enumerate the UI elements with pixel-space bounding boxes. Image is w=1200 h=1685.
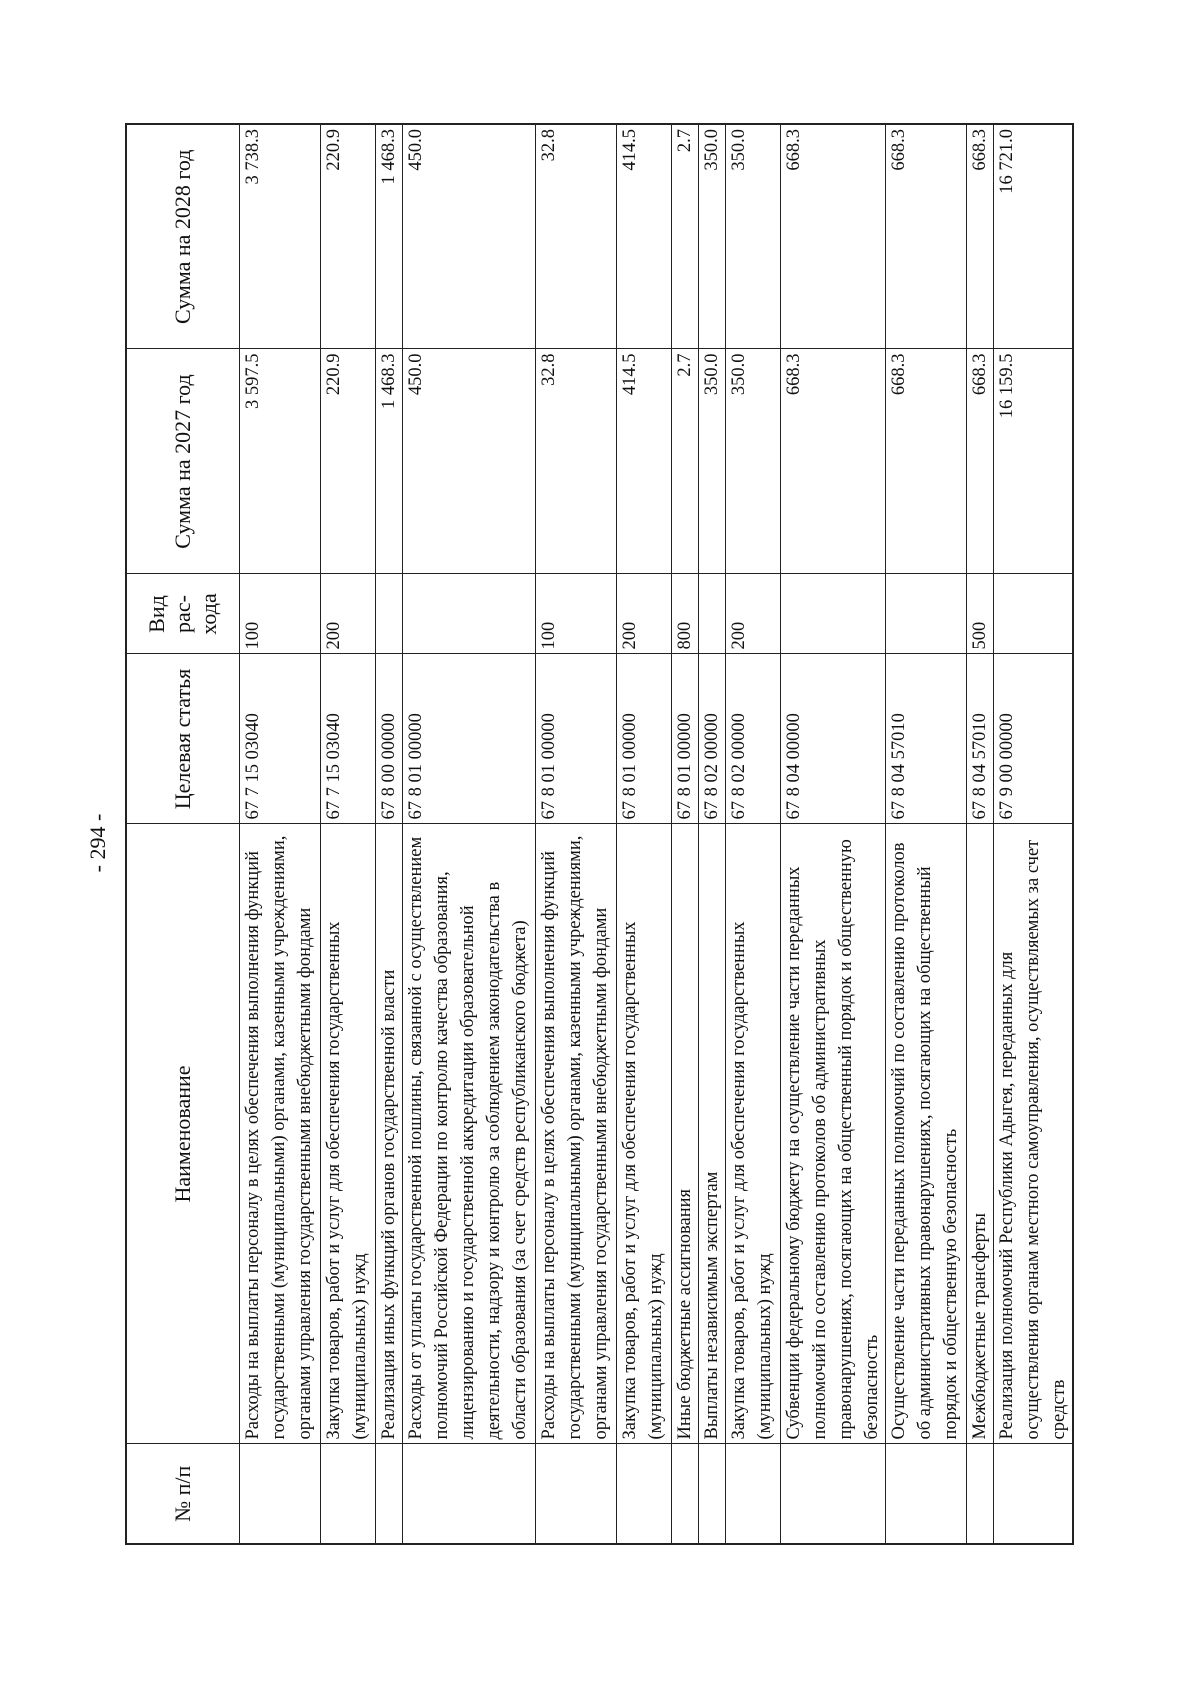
cell-sum-2027: 668.3 [967, 349, 994, 574]
cell-code: 67 8 04 57010 [967, 654, 994, 824]
cell-kind: 200 [321, 574, 376, 654]
cell-sum-2028: 16 721.0 [994, 124, 1074, 349]
cell-name: Выплаты независимым экспертам [699, 824, 726, 1444]
cell-kind [781, 574, 886, 654]
cell-num [886, 1444, 967, 1544]
cell-name: Закупка товаров, работ и услуг для обеспечения государственных (муниципальных) нужд [321, 824, 376, 1444]
cell-sum-2028: 1 468.3 [376, 124, 403, 349]
rotated-table-container [125, 125, 1075, 1545]
cell-name: Закупка товаров, работ и услуг для обеспечения государственных (муниципальных) нужд [726, 824, 781, 1444]
table-row [240, 124, 321, 1544]
cell-sum-2028: 3 738.3 [240, 124, 321, 349]
cell-sum-2027: 1 468.3 [376, 349, 403, 574]
cell-num [536, 1444, 617, 1544]
header-name: Наименование [126, 824, 240, 1444]
header-sum-2028: Сумма на 2028 год [126, 124, 240, 349]
cell-num [699, 1444, 726, 1544]
cell-sum-2028: 450.0 [403, 124, 536, 349]
table-row [886, 124, 967, 1544]
cell-sum-2028: 668.3 [886, 124, 967, 349]
cell-sum-2028: 350.0 [726, 124, 781, 349]
cell-name: Расходы от уплаты государственной пошлины, связанной с осуществлением полномочий Российской Федерации по контролю качества образования, лицензированию и государственной аккредитации образовательной деятельности, надзору и контролю за соблюдением законодательства в области образования (за счет средств республиканского бюджета) [403, 824, 536, 1444]
cell-kind [994, 574, 1074, 654]
cell-sum-2028: 220.9 [321, 124, 376, 349]
cell-sum-2027: 668.3 [781, 349, 886, 574]
cell-code: 67 7 15 03040 [240, 654, 321, 824]
table-row [321, 124, 376, 1544]
table-header-row [126, 124, 240, 1544]
cell-sum-2028: 350.0 [699, 124, 726, 349]
table-row [967, 124, 994, 1544]
page-number: - 294 - [85, 813, 110, 873]
table-row [536, 124, 617, 1544]
cell-code: 67 8 01 00000 [672, 654, 699, 824]
table-row [672, 124, 699, 1544]
table-row [699, 124, 726, 1544]
table-row [376, 124, 403, 1544]
cell-kind [886, 574, 967, 654]
cell-code: 67 7 15 03040 [321, 654, 376, 824]
cell-kind [403, 574, 536, 654]
cell-num [672, 1444, 699, 1544]
cell-kind: 100 [536, 574, 617, 654]
cell-name: Расходы на выплаты персоналу в целях обеспечения выполнения функций государственными (муниципальными) органами, казенными учреждениями, органами управления государственными внебюджетными фондами [536, 824, 617, 1444]
budget-table [125, 123, 1074, 1545]
cell-kind: 200 [726, 574, 781, 654]
cell-code: 67 9 00 00000 [994, 654, 1074, 824]
header-kind: Вид рас- хода [126, 574, 240, 654]
cell-sum-2028: 2.7 [672, 124, 699, 349]
cell-sum-2028: 668.3 [967, 124, 994, 349]
cell-name: Межбюджетные трансферты [967, 824, 994, 1444]
cell-sum-2027: 32.8 [536, 349, 617, 574]
cell-name: Расходы на выплаты персоналу в целях обеспечения выполнения функций государственными (муниципальными) органами, казенными учреждениями, органами управления государственными внебюджетными фондами [240, 824, 321, 1444]
table-row [617, 124, 672, 1544]
cell-num [617, 1444, 672, 1544]
cell-num [321, 1444, 376, 1544]
cell-code: 67 8 02 00000 [699, 654, 726, 824]
cell-sum-2027: 16 159.5 [994, 349, 1074, 574]
cell-sum-2027: 450.0 [403, 349, 536, 574]
cell-sum-2027: 350.0 [726, 349, 781, 574]
header-sum-2027: Сумма на 2027 год [126, 349, 240, 574]
cell-num [376, 1444, 403, 1544]
cell-num [967, 1444, 994, 1544]
cell-kind [376, 574, 403, 654]
cell-sum-2027: 3 597.5 [240, 349, 321, 574]
header-num: № п/п [126, 1444, 240, 1544]
cell-sum-2028: 414.5 [617, 124, 672, 349]
cell-kind: 500 [967, 574, 994, 654]
cell-name: Реализация полномочий Республики Адыгея, переданных для осуществления органам местного самоуправления, осуществляемых за счет средств [994, 824, 1074, 1444]
cell-code: 67 8 01 00000 [403, 654, 536, 824]
cell-kind: 800 [672, 574, 699, 654]
cell-num [403, 1444, 536, 1544]
cell-sum-2027: 414.5 [617, 349, 672, 574]
table-row [994, 124, 1074, 1544]
cell-name: Субвенции федеральному бюджету на осуществление части переданных полномочий по составлению протоколов об административных правонарушениях, посягающих на общественный порядок и общественную безопасность [781, 824, 886, 1444]
table-row [726, 124, 781, 1544]
cell-name: Иные бюджетные ассигнования [672, 824, 699, 1444]
cell-name: Реализация иных функций органов государственной власти [376, 824, 403, 1444]
cell-sum-2027: 220.9 [321, 349, 376, 574]
cell-num [781, 1444, 886, 1544]
cell-code: 67 8 04 00000 [781, 654, 886, 824]
cell-num [994, 1444, 1074, 1544]
cell-code: 67 8 01 00000 [617, 654, 672, 824]
cell-sum-2027: 668.3 [886, 349, 967, 574]
cell-num [726, 1444, 781, 1544]
cell-sum-2027: 2.7 [672, 349, 699, 574]
cell-code: 67 8 04 57010 [886, 654, 967, 824]
table-row [403, 124, 536, 1544]
table-row [781, 124, 886, 1544]
header-code: Целевая статья [126, 654, 240, 824]
cell-code: 67 8 01 00000 [536, 654, 617, 824]
cell-code: 67 8 00 00000 [376, 654, 403, 824]
cell-num [240, 1444, 321, 1544]
cell-kind [699, 574, 726, 654]
cell-kind: 100 [240, 574, 321, 654]
cell-name: Осуществление части переданных полномочий по составлению протоколов об административных правонарушениях, посягающих на общественный порядок и общественную безопасность [886, 824, 967, 1444]
cell-code: 67 8 02 00000 [726, 654, 781, 824]
cell-name: Закупка товаров, работ и услуг для обеспечения государственных (муниципальных) нужд [617, 824, 672, 1444]
cell-sum-2027: 350.0 [699, 349, 726, 574]
cell-sum-2028: 668.3 [781, 124, 886, 349]
cell-kind: 200 [617, 574, 672, 654]
cell-sum-2028: 32.8 [536, 124, 617, 349]
